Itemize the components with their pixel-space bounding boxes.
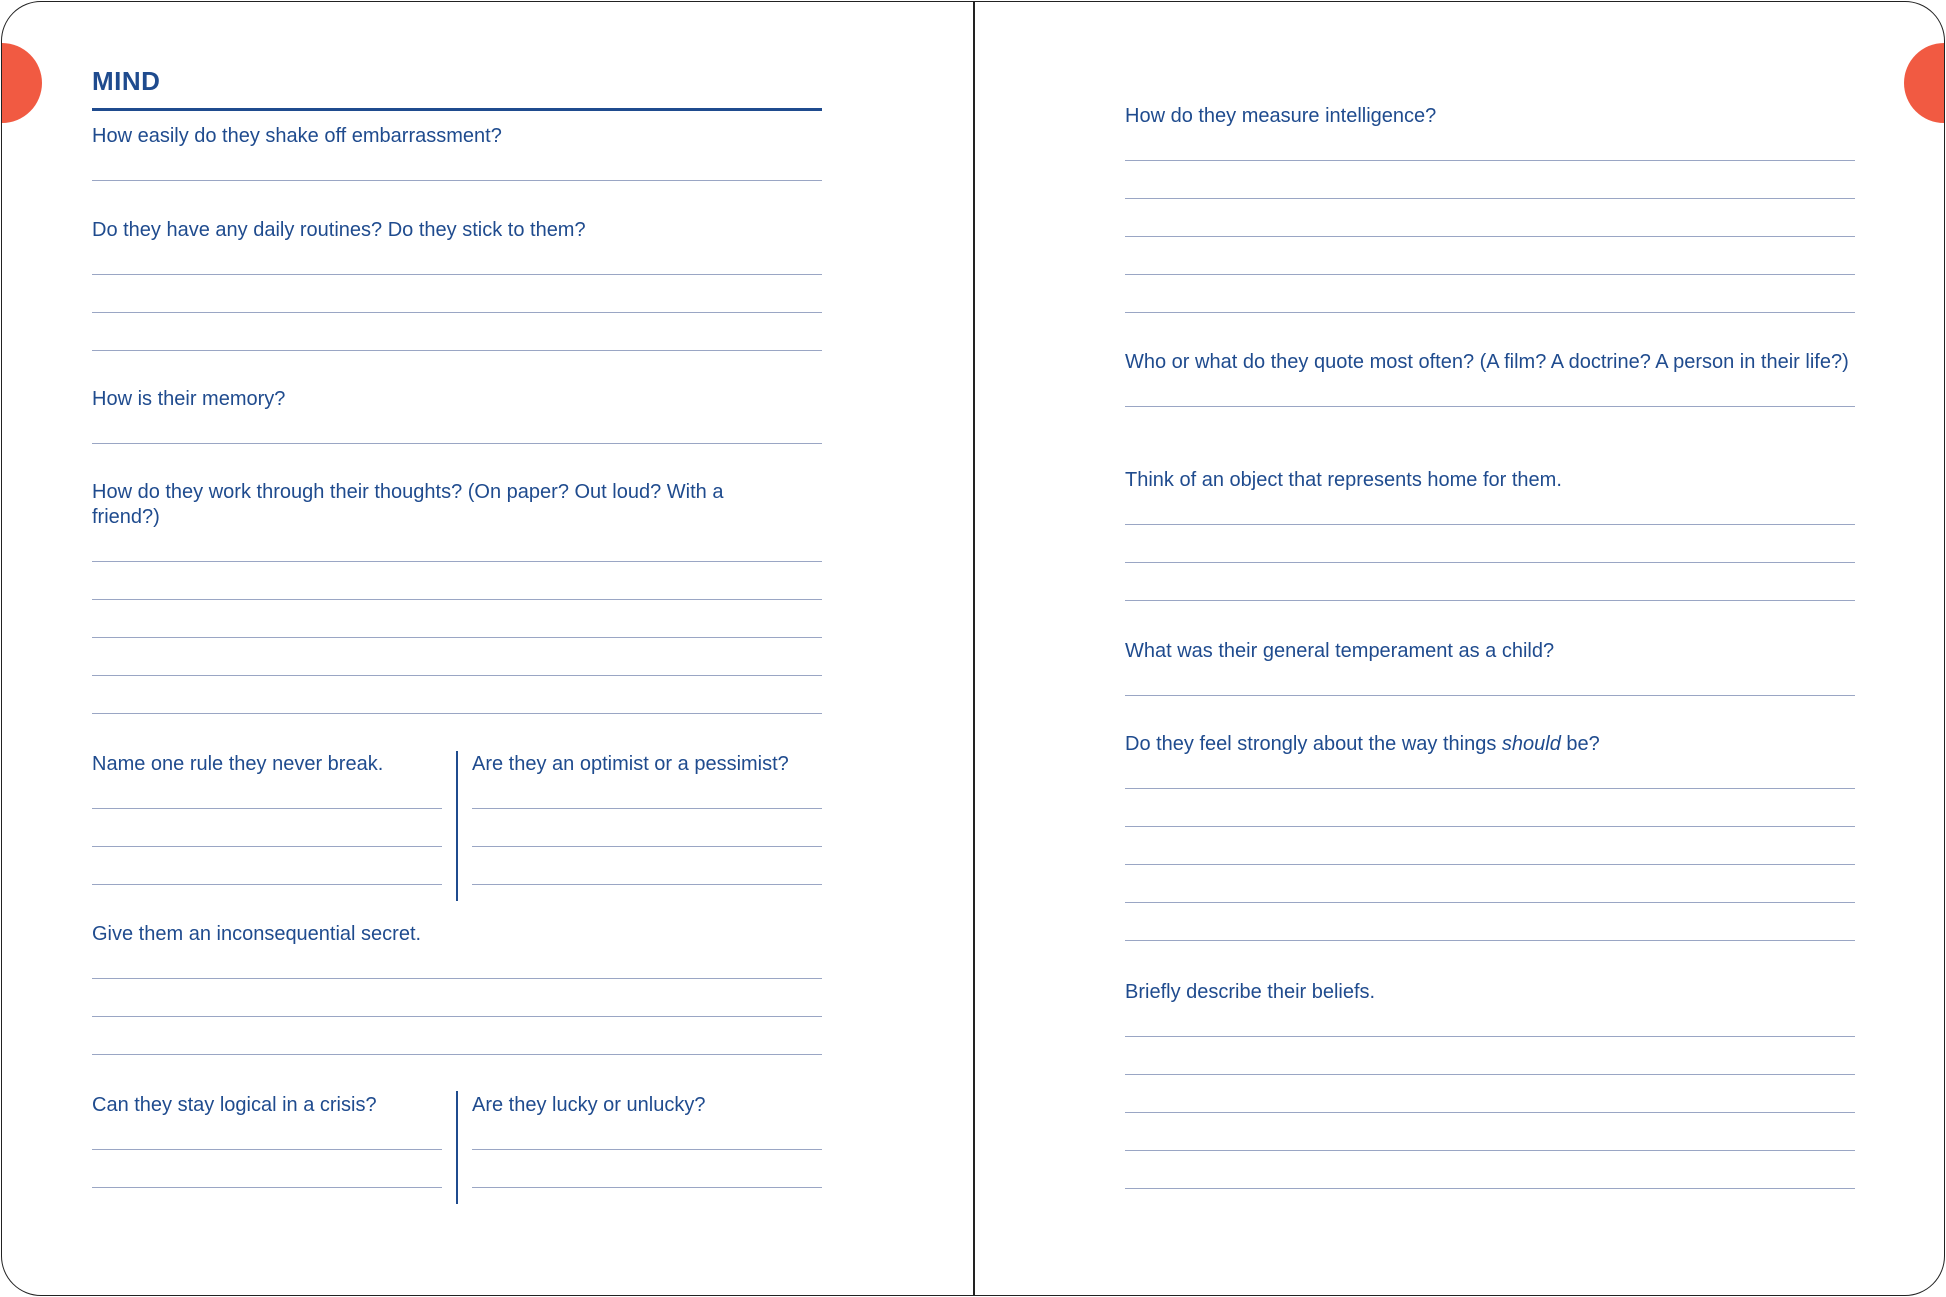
answer-lines[interactable]: [92, 274, 822, 351]
answer-lines[interactable]: [1125, 160, 1855, 313]
answer-lines[interactable]: [472, 808, 822, 885]
answer-line[interactable]: [92, 443, 822, 444]
answer-line[interactable]: [472, 808, 822, 809]
answer-line[interactable]: [1125, 902, 1855, 903]
answer-line[interactable]: [92, 808, 442, 809]
answer-line[interactable]: [92, 599, 822, 600]
question-text: Who or what do they quote most often? (A film? A doctrine? A person in their life?): [1125, 351, 1849, 373]
question-block-lucky: [472, 1093, 822, 1188]
question-block-routines: [92, 218, 822, 351]
answer-lines[interactable]: [472, 1149, 822, 1188]
answer-line[interactable]: [1125, 864, 1855, 865]
answer-line[interactable]: [1125, 198, 1855, 199]
question-text: Are they an optimist or a pessimist?: [472, 753, 789, 775]
page-tab-left: [1, 43, 42, 123]
notebook-spread: [1, 1, 1945, 1296]
answer-line[interactable]: [92, 561, 822, 562]
answer-line[interactable]: [92, 1054, 822, 1055]
answer-line[interactable]: [1125, 1112, 1855, 1113]
answer-line[interactable]: [92, 350, 822, 351]
answer-line[interactable]: [1125, 826, 1855, 827]
page-tab-right: [1904, 43, 1945, 123]
answer-line[interactable]: [92, 180, 822, 181]
question-text: How is their memory?: [92, 388, 286, 410]
question-text: Give them an inconsequential secret.: [92, 923, 422, 945]
answer-lines[interactable]: [92, 1149, 442, 1188]
question-text: Name one rule they never break.: [92, 753, 384, 775]
question-text: Are they lucky or unlucky?: [472, 1094, 706, 1116]
answer-lines[interactable]: [92, 443, 822, 444]
heading-rule: [92, 108, 822, 111]
question-text: Do they have any daily routines? Do they stick to them?: [92, 219, 586, 241]
answer-line[interactable]: [1125, 160, 1855, 161]
answer-line[interactable]: [92, 1149, 442, 1150]
answer-line[interactable]: [472, 1149, 822, 1150]
question-text: Briefly describe their beliefs.: [1125, 981, 1376, 1003]
column-divider: [456, 1091, 458, 1204]
answer-line[interactable]: [472, 846, 822, 847]
question-text: Can they stay logical in a crisis?: [92, 1094, 377, 1116]
question-block-secret: [92, 922, 822, 1055]
question-text: What was their general temperament as a child?: [1125, 640, 1555, 662]
answer-line[interactable]: [92, 846, 442, 847]
answer-line[interactable]: [1125, 524, 1855, 525]
right-page: [1125, 2, 1855, 1295]
answer-lines[interactable]: [1125, 695, 1855, 696]
answer-line[interactable]: [1125, 1036, 1855, 1037]
column-divider: [456, 751, 458, 901]
answer-lines[interactable]: [1125, 406, 1855, 407]
question-text: How do they work through their thoughts? (On paper? Out loud? With a friend?): [92, 481, 724, 528]
answer-line[interactable]: [1125, 940, 1855, 941]
answer-line[interactable]: [92, 1016, 822, 1017]
answer-line[interactable]: [1125, 562, 1855, 563]
question-block-embarrassment: [92, 124, 822, 181]
answer-line[interactable]: [1125, 274, 1855, 275]
answer-lines[interactable]: [1125, 788, 1855, 941]
answer-line[interactable]: [472, 1187, 822, 1188]
question-block-optimist: [472, 752, 822, 885]
answer-line[interactable]: [1125, 1188, 1855, 1189]
answer-line[interactable]: [1125, 406, 1855, 407]
answer-line[interactable]: [92, 978, 822, 979]
answer-line[interactable]: [1125, 600, 1855, 601]
answer-line[interactable]: [472, 884, 822, 885]
answer-line[interactable]: [92, 713, 822, 714]
left-page: [92, 2, 822, 1295]
answer-line[interactable]: [1125, 695, 1855, 696]
book-spine: [973, 2, 975, 1295]
question-block-thoughts: [92, 480, 822, 714]
answer-line[interactable]: [1125, 788, 1855, 789]
question-text-emphasis: should: [1501, 733, 1561, 755]
answer-lines[interactable]: [92, 561, 822, 714]
answer-line[interactable]: [92, 312, 822, 313]
answer-line[interactable]: [1125, 1074, 1855, 1075]
answer-lines[interactable]: [1125, 524, 1855, 601]
answer-line[interactable]: [1125, 1150, 1855, 1151]
question-block-rule: [92, 752, 442, 885]
question-block-intelligence: [1125, 104, 1855, 313]
answer-line[interactable]: [1125, 312, 1855, 313]
question-text: Think of an object that represents home for them.: [1125, 469, 1562, 491]
question-block-beliefs: [1125, 980, 1855, 1189]
answer-lines[interactable]: [92, 808, 442, 885]
question-block-should: [1125, 732, 1855, 941]
question-block-temperament: [1125, 639, 1855, 696]
answer-line[interactable]: [92, 884, 442, 885]
answer-line[interactable]: [92, 637, 822, 638]
question-text: [1125, 732, 1855, 757]
question-block-quote: [1125, 350, 1855, 407]
question-text: How easily do they shake off embarrassment?: [92, 125, 502, 147]
question-block-object: [1125, 468, 1855, 601]
answer-lines[interactable]: [1125, 1036, 1855, 1189]
question-text-prefix: Do they feel strongly about the way things: [1125, 733, 1497, 755]
question-block-logical: [92, 1093, 442, 1188]
answer-line[interactable]: [1125, 236, 1855, 237]
answer-line[interactable]: [92, 1187, 442, 1188]
answer-lines[interactable]: [92, 978, 822, 1055]
answer-line[interactable]: [92, 274, 822, 275]
answer-lines[interactable]: [92, 180, 822, 181]
answer-line[interactable]: [92, 675, 822, 676]
question-text-suffix: be?: [1566, 733, 1600, 755]
question-block-memory: [92, 387, 822, 444]
section-heading: MIND: [92, 66, 161, 96]
question-text: How do they measure intelligence?: [1125, 105, 1437, 127]
